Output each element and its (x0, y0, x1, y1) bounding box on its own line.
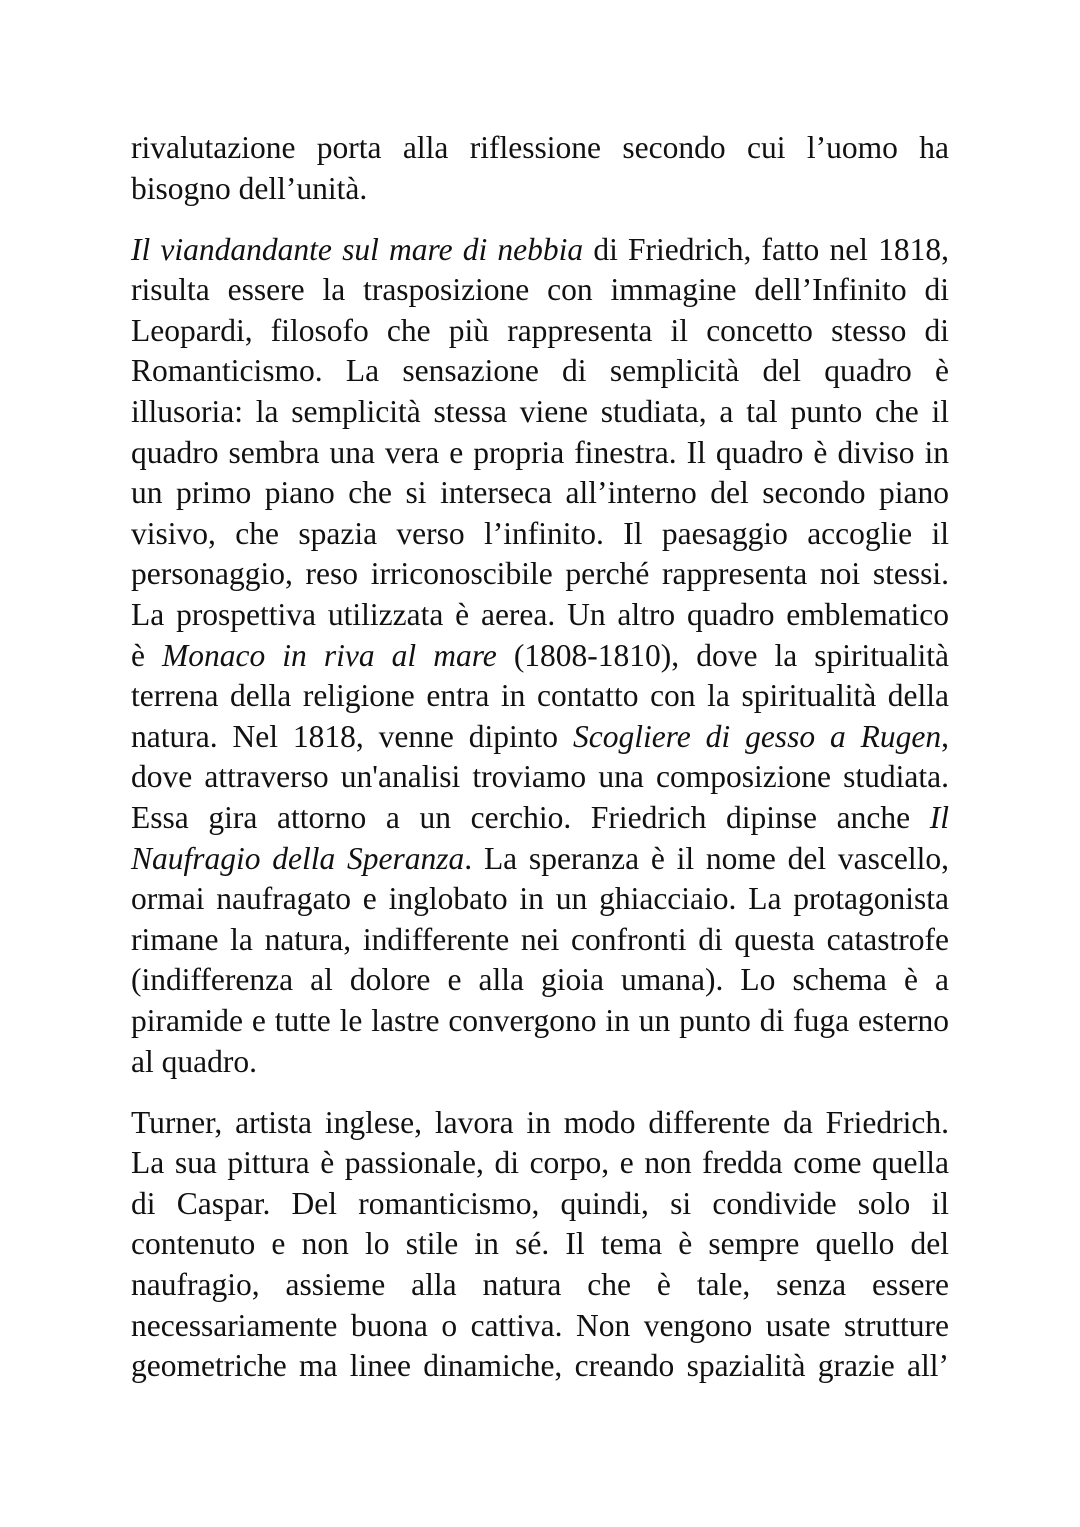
text-run: rimane la natura, indifferente nei confronti di questa catastrofe (131, 921, 949, 957)
text-run: terrena della religione entra in contatto con la spiritualità della (131, 678, 949, 714)
artwork-title: Monaco in riva al mare (162, 637, 497, 673)
text-line (131, 717, 949, 758)
text-line (131, 230, 949, 271)
text-line (131, 960, 949, 1001)
artwork-title: Naufragio della Speranza (131, 840, 465, 876)
text-run: bisogno dell’unità. (131, 170, 368, 206)
text-line (131, 270, 949, 311)
text-line (131, 433, 949, 474)
text-run: Leopardi, filosofo che più rappresenta il concetto stesso di (131, 312, 949, 348)
text-run: illusoria: la semplicità stessa viene studiata, a tal punto che il (131, 394, 949, 430)
text-run: quadro sembra una vera e propria finestra. Il quadro è diviso in (131, 434, 949, 470)
document-body (131, 128, 949, 1387)
text-line (131, 554, 949, 595)
text-line (131, 798, 949, 839)
text-run: La sua pittura è passionale, di corpo, e non fredda come quella (131, 1145, 949, 1181)
text-run: (indifferenza al dolore e alla gioia umana). Lo schema è a (131, 962, 949, 998)
text-line (131, 676, 949, 717)
text-line (131, 514, 949, 555)
text-run: geometriche ma linee dinamiche, creando spazialità grazie all’ (131, 1348, 949, 1384)
text-run: personaggio, reso irriconoscibile perché rappresenta noi stessi. (131, 556, 949, 592)
text-line (131, 595, 949, 636)
text-line (131, 1184, 949, 1225)
text-line (131, 1001, 949, 1042)
text-run: piramide e tutte le lastre convergono in un punto di fuga esterno (131, 1002, 949, 1038)
text-line (131, 879, 949, 920)
text-run: al quadro. (131, 1043, 257, 1079)
text-run: Turner, artista inglese, lavora in modo differente da Friedrich. (131, 1104, 949, 1140)
text-line (131, 757, 949, 798)
text-line (131, 1306, 949, 1347)
text-line (131, 392, 949, 433)
text-run: visivo, che spazia verso l’infinito. Il paesaggio accoglie il (131, 515, 949, 551)
text-run: contenuto e non lo stile in sé. Il tema è sempre quello del (131, 1226, 949, 1262)
text-line (131, 311, 949, 352)
text-run: La prospettiva utilizzata è aerea. Un altro quadro emblematico (131, 597, 949, 633)
text-run: un primo piano che si interseca all’interno del secondo piano (131, 475, 949, 511)
paragraph (131, 230, 949, 1082)
text-run: necessariamente buona o cattiva. Non vengono usate strutture (131, 1307, 949, 1343)
text-line (131, 839, 949, 880)
paragraph-gap (131, 209, 949, 230)
text-run: risulta essere la trasposizione con immagine dell’Infinito di (131, 272, 949, 308)
text-line (131, 920, 949, 961)
text-line (131, 1346, 949, 1387)
artwork-title: Il viandandante sul mare di nebbia (131, 231, 584, 267)
paragraph (131, 128, 949, 209)
text-run: naufragio, assieme alla natura che è tale, senza essere (131, 1267, 949, 1303)
text-run: , (941, 718, 949, 754)
text-run: di Friedrich, fatto nel 1818, (583, 231, 949, 267)
text-line (131, 351, 949, 392)
text-line (131, 1103, 949, 1144)
text-line (131, 1143, 949, 1184)
text-run: (1808-1810), dove la spiritualità (496, 637, 949, 673)
text-line (131, 169, 949, 210)
text-line (131, 1042, 949, 1083)
text-line (131, 1224, 949, 1265)
text-run: è (131, 637, 163, 673)
text-run: natura. Nel 1818, venne dipinto (131, 718, 573, 754)
paragraph-gap (131, 1082, 949, 1103)
text-run: . La speranza è il nome del vascello, (464, 840, 949, 876)
text-line (131, 1265, 949, 1306)
artwork-title: Il (929, 800, 949, 835)
text-run: dove attraverso un'analisi troviamo una composizione studiata. (131, 759, 949, 795)
text-run: Romanticismo. La sensazione di semplicità del quadro è (131, 353, 949, 389)
text-run: di Caspar. Del romanticismo, quindi, si condivide solo il (131, 1185, 949, 1221)
text-line (131, 636, 949, 677)
text-run: rivalutazione porta alla riflessione secondo cui l’uomo ha (131, 130, 949, 165)
text-run: ormai naufragato e inglobato in un ghiacciaio. La protagonista (131, 881, 949, 917)
paragraph (131, 1103, 949, 1387)
text-run: Essa gira attorno a un cerchio. Friedrich dipinse anche (131, 800, 930, 835)
artwork-title: Scogliere di gesso a Rugen (572, 718, 942, 754)
text-line (131, 128, 949, 169)
text-line (131, 473, 949, 514)
